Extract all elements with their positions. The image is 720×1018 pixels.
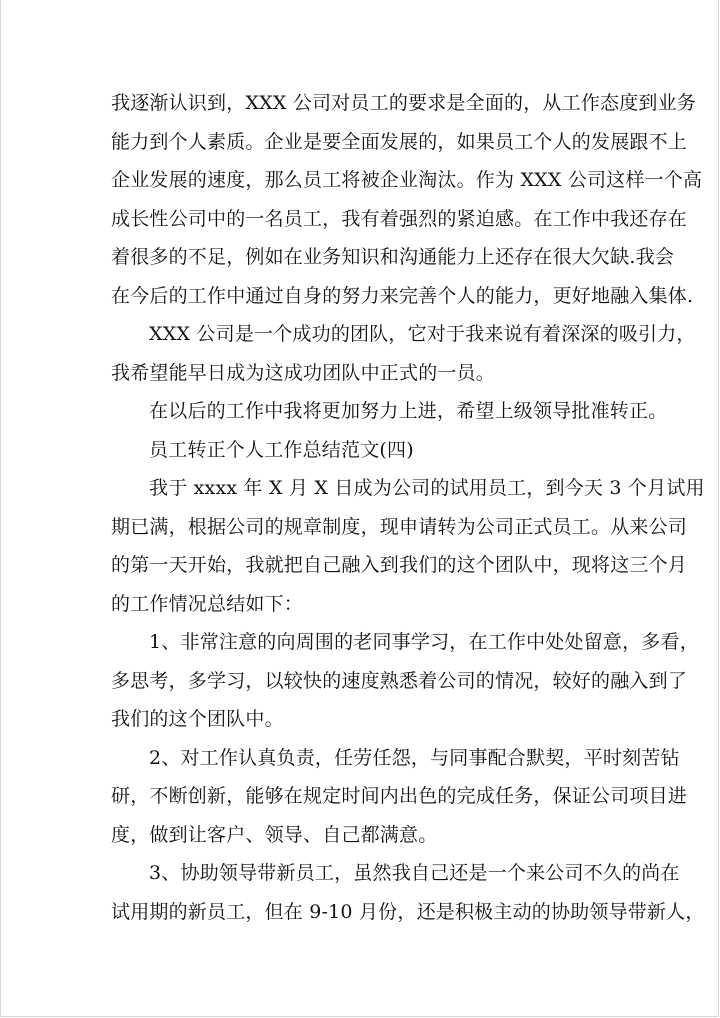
list-item-2-first-line: 2、对工作认真负责，任劳任怨，与同事配合默契，平时刻苦钻 [149, 746, 680, 769]
text-line: 研，不断创新，能够在规定时间内出色的完成任务，保证公司项目进 [111, 785, 688, 807]
text-line: 度，做到让客户、领导、自己都满意。 [111, 823, 438, 846]
text-line: 期已满，根据公司的规章制度，现申请转为公司正式员工。从来公司 [111, 515, 688, 538]
document-body [111, 84, 705, 931]
list-item-3-first-line: 3、协助领导带新员工，虽然我自己还是一个来公司不久的尚在 [149, 862, 680, 884]
text-line: 成长性公司中的一名员工，我有着强烈的紧迫感。在工作中我还存在 [111, 207, 688, 230]
text-line: 能力到个人素质。企业是要全面发展的，如果员工个人的发展跟不上 [111, 130, 688, 153]
paragraph-first-line: XXX 公司是一个成功的团队，它对于我来说有着深深的吸引力， [149, 323, 696, 345]
list-item-1-first-line: 1、非常注意的向周围的老同事学习，在工作中处处留意，多看， [149, 631, 699, 653]
text-line: 的工作情况总结如下： [111, 592, 304, 615]
text-line: 我们的这个团队中。 [111, 708, 284, 730]
text-line: 在今后的工作中通过自身的努力来完善个人的能力，更好地融入集体. [111, 284, 694, 307]
text-line: 我逐渐认识到，XXX 公司对员工的要求是全面的，从工作态度到业务 [111, 92, 697, 114]
text-line: 多思考，多学习，以较快的速度熟悉着公司的情况，较好的融入到了 [111, 669, 688, 692]
text-line: 我希望能早日成为这成功团队中正式的一员。 [111, 361, 496, 384]
text-line: 试用期的新员工，但在 9-10 月份，还是积极主动的协助领导带新人， [111, 900, 705, 923]
section-heading: 员工转正个人工作总结范文(四) [149, 438, 414, 461]
paragraph-first-line: 在以后的工作中我将更加努力上进，希望上级领导批准转正。 [149, 400, 668, 422]
text-line: 企业发展的速度，那么员工将被企业淘汰。作为 XXX 公司这样一个高 [111, 169, 703, 191]
paragraph-first-line: 我于 xxxx 年 X 月 X 日成为公司的试用员工，到今天 3 个月试用 [149, 477, 705, 499]
text-line: 的第一天开始，我就把自己融入到我们的这个团队中，现将这三个月 [111, 554, 688, 576]
text-line: 着很多的不足，例如在业务知识和沟通能力上还存在很大欠缺.我会 [111, 246, 675, 268]
